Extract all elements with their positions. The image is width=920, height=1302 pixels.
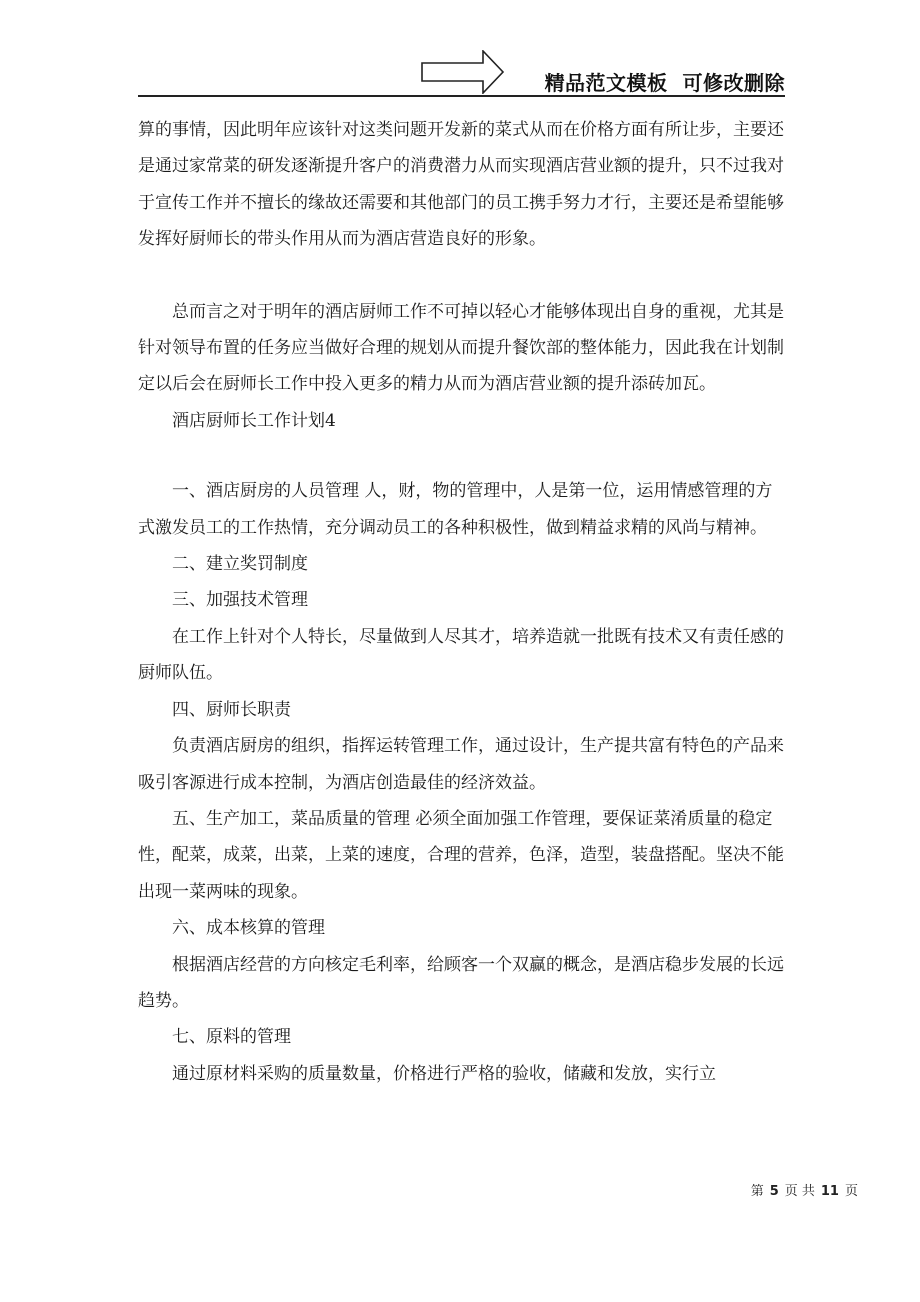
document-body	[138, 112, 785, 1092]
footer-middle: 页 共	[784, 1184, 815, 1199]
section-heading: 六、成本核算的管理	[172, 918, 325, 939]
page-header	[138, 50, 785, 98]
paragraph: 五、生产加工，菜品质量的管理 必须全面加强工作管理，要保证菜淆质量的稳定性，配菜，成菜，出菜，上菜的速度，合理的营养，色泽，造型，装盘搭配。坚决不能出现一菜两味的现象。	[138, 808, 784, 902]
total-pages: 11	[820, 1184, 839, 1199]
footer-prefix: 第	[750, 1184, 764, 1199]
paragraph: 一、酒店厨房的人员管理 人，财，物的管理中，人是第一位，运用情感管理的方式激发员工的工作热情，充分调动员工的各种积极性，做到精益求精的风尚与精神。	[138, 481, 773, 538]
arrow-right-icon	[421, 50, 505, 94]
paragraph: 根据酒店经营的方向核定毛利率，给顾客一个双赢的概念，是酒店稳步发展的长远趋势。	[138, 954, 784, 1011]
section-heading: 三、加强技术管理	[172, 590, 308, 611]
section-heading: 二、建立奖罚制度	[172, 554, 308, 575]
section-title: 酒店厨师长工作计划4	[172, 410, 336, 431]
paragraph-spacer	[138, 258, 785, 294]
paragraph: 总而言之对于明年的酒店厨师工作不可掉以轻心才能够体现出自身的重视，尤其是针对领导布置的任务应当做好合理的规划从而提升餐饮部的整体能力，因此我在计划制定以后会在厨师长工作中投入更多的精力从而为酒店营业额的提升添砖加瓦。	[138, 301, 784, 395]
page-number-footer	[751, 1180, 858, 1199]
section-heading: 七、原料的管理	[172, 1027, 291, 1048]
footer-suffix: 页	[844, 1184, 858, 1199]
paragraph-spacer	[138, 439, 785, 473]
section-heading: 四、厨师长职责	[172, 699, 291, 720]
paragraph: 通过原材料采购的质量数量，价格进行严格的验收，储藏和发放，实行立	[172, 1063, 716, 1084]
paragraph: 算的事情，因此明年应该针对这类问题开发新的菜式从而在价格方面有所让步，主要还是通过家常菜的研发逐渐提升客户的消费潜力从而实现酒店营业额的提升，只不过我对于宣传工作并不擅长的缘故还需要和其他部门的员工携手努力才行，主要还是希望能够发挥好厨师长的带头作用从而为酒店营造良好的形象。	[138, 120, 784, 250]
header-divider	[138, 95, 785, 97]
header-title: 精品范文模板 可修改删除	[544, 71, 785, 95]
paragraph: 在工作上针对个人特长，尽量做到人尽其才，培养造就一批既有技术又有责任感的厨师队伍。	[138, 626, 784, 684]
paragraph: 负责酒店厨房的组织，指挥运转管理工作，通过设计，生产提共富有特色的产品来吸引客源进行成本控制，为酒店创造最佳的经济效益。	[138, 736, 784, 793]
current-page: 5	[769, 1184, 779, 1199]
